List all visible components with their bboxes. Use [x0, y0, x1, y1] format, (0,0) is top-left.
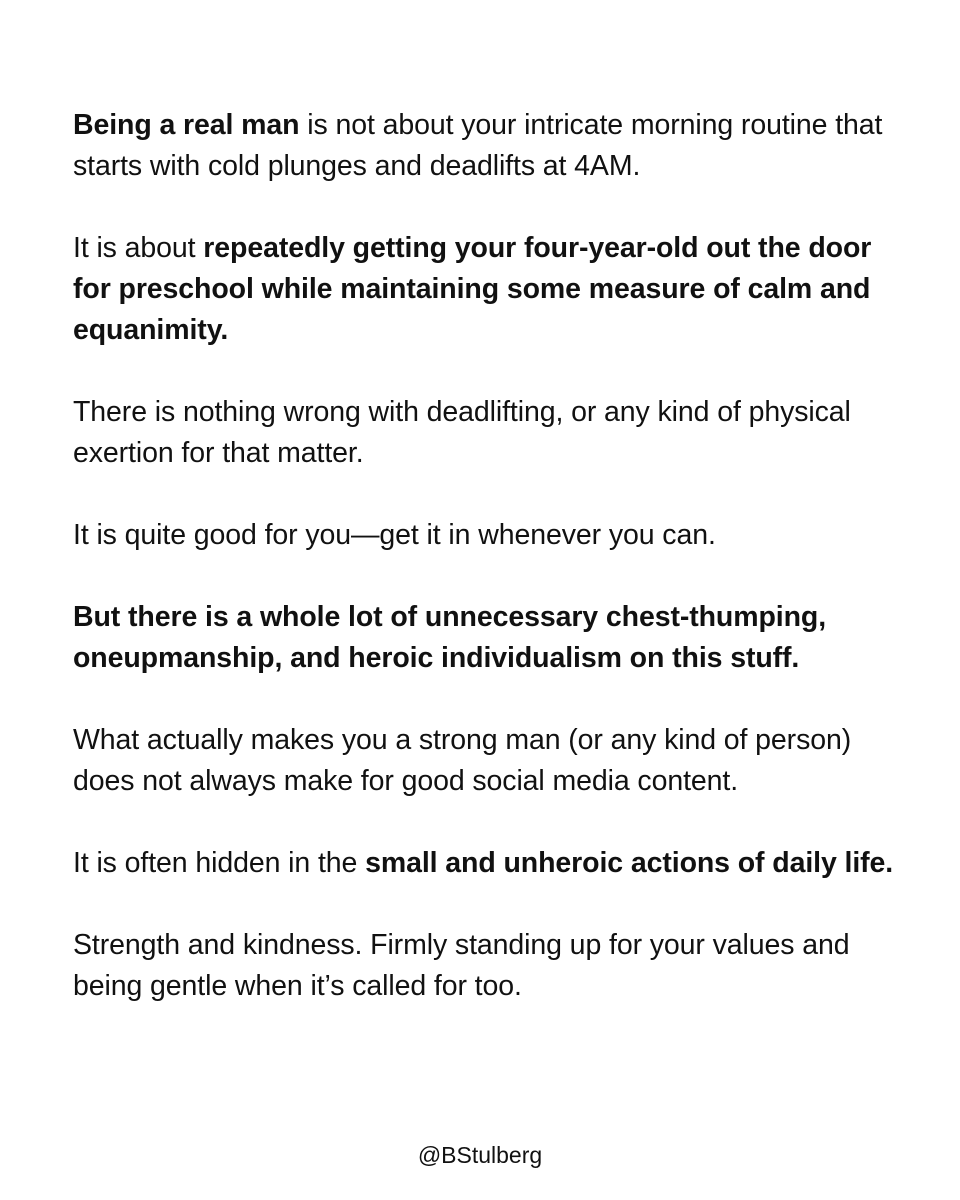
- paragraph-2-lead: It is about: [73, 232, 204, 264]
- paragraph-5: [73, 597, 903, 679]
- paragraph-2: [73, 228, 903, 351]
- paragraph-5-bold: But there is a whole lot of unnecessary chest-thumping, oneupmanship, and heroic individualism on this stuff.: [73, 601, 827, 674]
- post-body: [73, 105, 903, 1048]
- paragraph-6: What actually makes you a strong man (or any kind of person) does not always make for good social media content.: [73, 724, 852, 797]
- paragraph-7-bold: small and unheroic actions of daily life.: [365, 847, 894, 879]
- paragraph-1: [73, 105, 903, 187]
- author-handle: @BStulberg: [417, 1142, 543, 1168]
- paragraph-7: [73, 843, 903, 884]
- paragraph-2-bold: repeatedly getting your four-year-old out the door for preschool while maintaining some measure of calm and equanimity.: [73, 232, 872, 346]
- paragraph-1-text: is not about your intricate morning routine that starts with cold plunges and deadlifts at 4AM.: [73, 109, 883, 182]
- paragraph-4: It is quite good for you—get it in whenever you can.: [73, 519, 716, 551]
- paragraph-8: Strength and kindness. Firmly standing up for your values and being gentle when it’s called for too.: [73, 929, 850, 1002]
- paragraph-1-bold: Being a real man: [73, 109, 300, 141]
- paragraph-3: There is nothing wrong with deadlifting, or any kind of physical exertion for that matter.: [73, 396, 851, 469]
- paragraph-7-lead: It is often hidden in the: [73, 847, 366, 879]
